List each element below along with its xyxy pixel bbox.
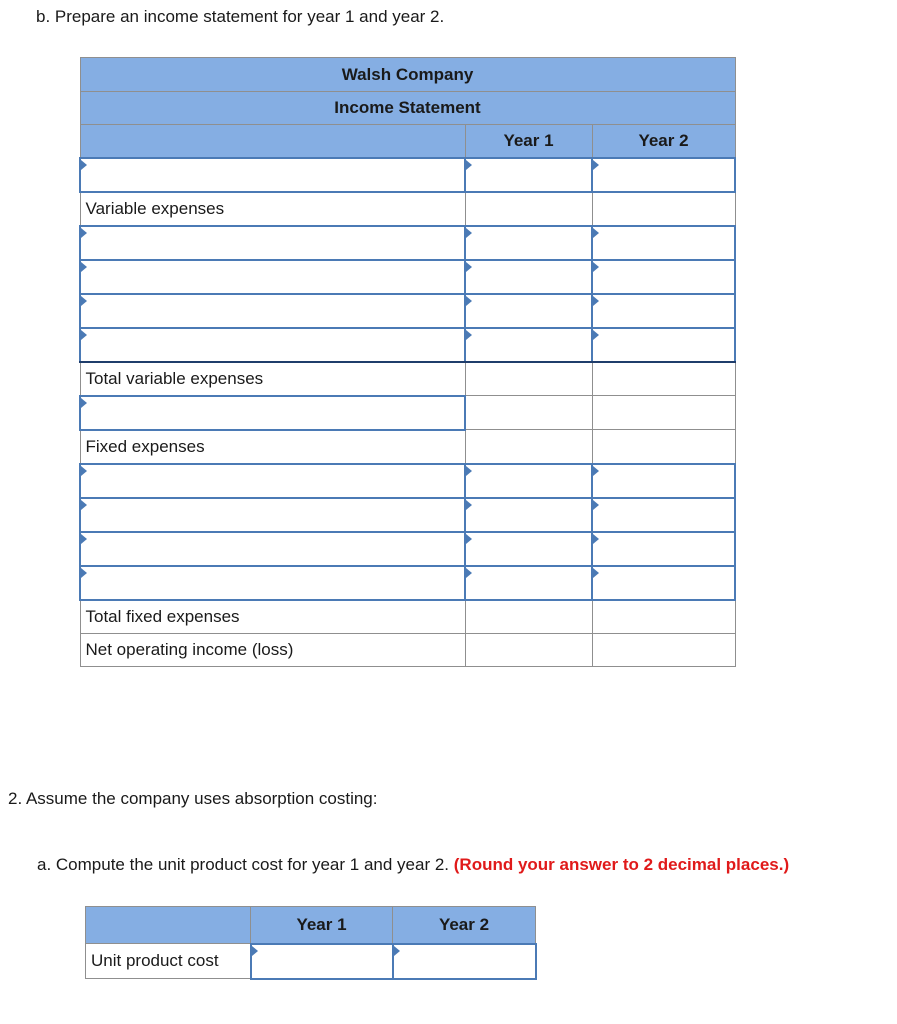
variable-expense-year2-input[interactable] [592,226,735,260]
variable-expense-label-input[interactable] [80,260,465,294]
year1-column-header: Year 1 [465,125,592,158]
fixed-expenses-label: Fixed expenses [80,430,465,464]
net-operating-year1 [465,634,592,667]
variable-expense-year2-input[interactable] [592,260,735,294]
variable-expense-label-input[interactable] [80,226,465,260]
fixed-expense-label-input[interactable] [80,464,465,498]
variable-expenses-label: Variable expenses [80,192,465,226]
income-statement-table [79,57,736,667]
unit-cost-year2-input[interactable] [393,944,536,979]
company-header-row [80,58,735,92]
empty-cell [592,192,735,226]
fixed-expense-year1-input[interactable] [465,532,592,566]
empty-cell [592,430,735,464]
variable-expense-year1-input[interactable] [465,260,592,294]
rounding-note: (Round your answer to 2 decimal places.) [453,855,790,874]
variable-expense-year1-input[interactable] [465,294,592,328]
contribution-year1 [465,396,592,430]
question-b-instruction: b. Prepare an income statement for year 1 and year 2. [36,7,445,26]
sales-year1-input[interactable] [465,158,592,192]
fixed-expense-row-4 [80,566,735,600]
total-fixed-year2 [592,600,735,634]
sales-row [80,158,735,192]
variable-expense-row-1 [80,226,735,260]
contribution-year2 [592,396,735,430]
question-2-instruction: 2. Assume the company uses absorption costing: [8,789,378,808]
variable-expense-label-input[interactable] [80,328,465,362]
fixed-expense-label-input[interactable] [80,566,465,600]
fixed-expense-year2-input[interactable] [592,464,735,498]
question-2a-instruction [37,855,789,875]
fixed-expense-label-input[interactable] [80,498,465,532]
net-operating-label: Net operating income (loss) [80,634,465,667]
variable-expense-year1-input[interactable] [465,226,592,260]
year2-column-header: Year 2 [393,907,536,944]
fixed-expense-year1-input[interactable] [465,464,592,498]
fixed-expense-year1-input[interactable] [465,498,592,532]
unit-cost-row [86,944,536,979]
fixed-expense-label-input[interactable] [80,532,465,566]
sales-year2-input[interactable] [592,158,735,192]
unit-cost-year1-input[interactable] [251,944,393,979]
statement-title: Income Statement [80,92,735,125]
question-2a-text: a. Compute the unit product cost for year 1 and year 2. [37,855,450,874]
unit-cost-header-row [86,907,536,944]
variable-expense-year2-input[interactable] [592,328,735,362]
label-column-header [80,125,465,158]
variable-expense-year2-input[interactable] [592,294,735,328]
statement-header-row [80,92,735,125]
fixed-expense-row-2 [80,498,735,532]
year1-column-header: Year 1 [251,907,393,944]
fixed-expense-year2-input[interactable] [592,498,735,532]
total-variable-year2 [592,362,735,396]
sales-label-input[interactable] [80,158,465,192]
empty-cell [465,192,592,226]
empty-cell [465,430,592,464]
unit-cost-label: Unit product cost [86,944,251,979]
fixed-expense-year1-input[interactable] [465,566,592,600]
net-operating-row [80,634,735,667]
total-variable-row [80,362,735,396]
total-fixed-row [80,600,735,634]
contribution-label-input[interactable] [80,396,465,430]
fixed-expense-year2-input[interactable] [592,532,735,566]
total-variable-label: Total variable expenses [80,362,465,396]
variable-expense-row-2 [80,260,735,294]
column-header-row [80,125,735,158]
variable-expense-row-4 [80,328,735,362]
total-fixed-label: Total fixed expenses [80,600,465,634]
variable-expenses-header-row [80,192,735,226]
fixed-expense-row-3 [80,532,735,566]
fixed-expense-year2-input[interactable] [592,566,735,600]
label-column-header [86,907,251,944]
unit-product-cost-table [85,906,537,980]
variable-expense-year1-input[interactable] [465,328,592,362]
variable-expense-row-3 [80,294,735,328]
fixed-expense-row-1 [80,464,735,498]
net-operating-year2 [592,634,735,667]
contribution-margin-row [80,396,735,430]
total-fixed-year1 [465,600,592,634]
company-name: Walsh Company [80,58,735,92]
total-variable-year1 [465,362,592,396]
fixed-expenses-header-row [80,430,735,464]
variable-expense-label-input[interactable] [80,294,465,328]
year2-column-header: Year 2 [592,125,735,158]
